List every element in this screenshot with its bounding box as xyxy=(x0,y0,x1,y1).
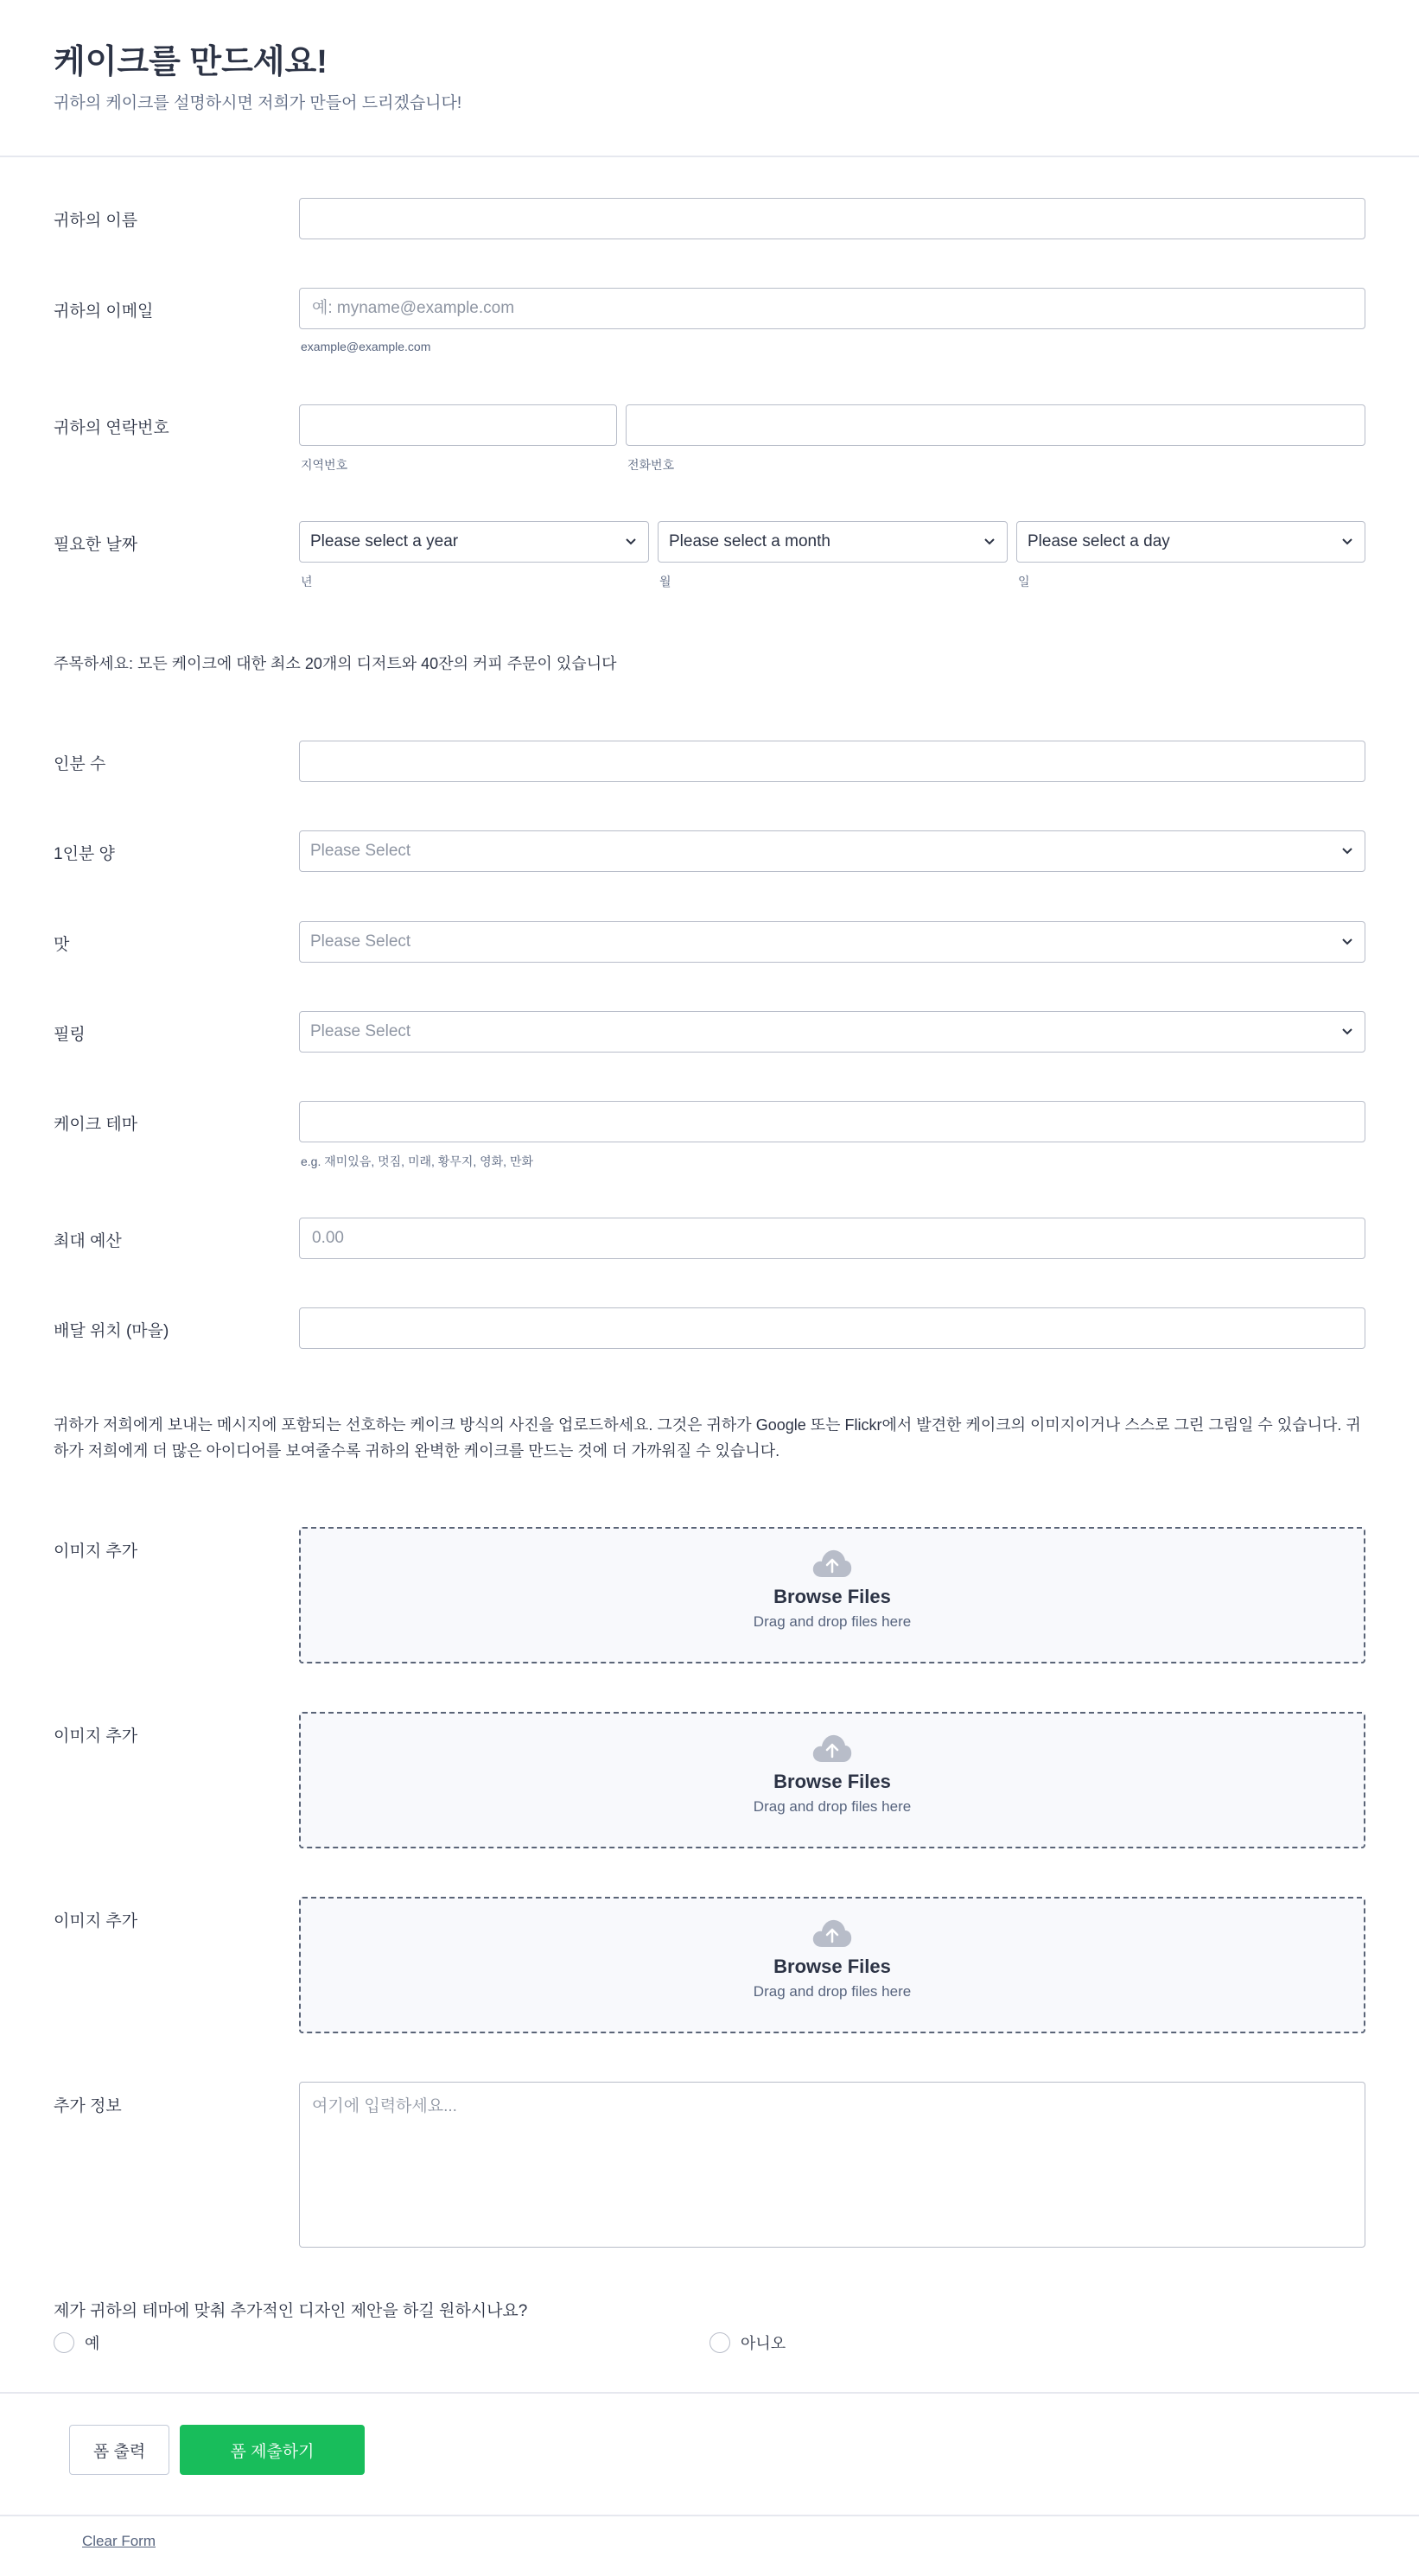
email-input[interactable]: 예: myname@example.com xyxy=(299,288,1365,329)
phone-area-sublabel: 지역번호 xyxy=(301,458,348,472)
delivery-label: 배달 위치 (마을) xyxy=(54,1322,169,1340)
design-question-label: 제가 귀하의 테마에 맞춰 추가적인 디자인 제안을 하길 원하시나요? xyxy=(54,2302,528,2320)
radio-circle[interactable] xyxy=(54,2332,74,2353)
browse-files-button[interactable]: Browse Files xyxy=(773,1956,891,1977)
flavor-label: 맛 xyxy=(54,936,70,954)
month-select-value: Please select a month xyxy=(669,532,830,550)
cloud-upload-icon xyxy=(811,1548,853,1579)
extra-info-label: 추가 정보 xyxy=(54,2097,122,2115)
portion-select[interactable] xyxy=(299,830,1365,872)
upload-instructions: 귀하가 저희에게 보내는 메시지에 포함되는 선호하는 케이크 방식의 사진을 업로드하세요. 그것은 귀하가 Google 또는 Flickr에서 발견한 케이크의 이미지이거나 스스로 그린 그림일 수 있습니다. 귀하가 저희에게 더 많은 아이디어를 보여줄수록 귀하의 완벽한 케이크를 만드는 것에 더 가까워질 수 있습니다. xyxy=(54,1416,1361,1460)
drag-drop-hint: Drag and drop files here xyxy=(753,1798,912,1815)
email-sublabel: example@example.com xyxy=(301,340,431,353)
servings-input[interactable] xyxy=(299,741,1365,782)
flavor-select-value: Please Select xyxy=(310,932,411,951)
day-select-value: Please select a day xyxy=(1028,532,1170,550)
portion-label: 1인분 양 xyxy=(54,845,115,863)
phone-label: 귀하의 연락번호 xyxy=(54,419,169,437)
upload-label-3: 이미지 추가 xyxy=(54,1912,138,1930)
name-input[interactable] xyxy=(299,198,1365,239)
phone-number-input[interactable] xyxy=(626,404,1365,446)
filling-select[interactable] xyxy=(299,1011,1365,1053)
cloud-upload-icon xyxy=(811,1918,853,1949)
minimum-order-notice: 주목하세요: 모든 케이크에 대한 최소 20개의 디저트와 40잔의 커피 주문이 있습니다 xyxy=(54,655,617,672)
month-select[interactable] xyxy=(658,521,1008,563)
browse-files-button[interactable]: Browse Files xyxy=(773,1771,891,1792)
divider xyxy=(0,2392,1419,2394)
chevron-down-icon xyxy=(624,522,638,562)
browse-files-button[interactable]: Browse Files xyxy=(773,1586,891,1607)
radio-yes-label: 예 xyxy=(85,2335,100,2352)
day-sublabel: 일 xyxy=(1018,575,1030,588)
flavor-select[interactable] xyxy=(299,921,1365,963)
cloud-upload-icon xyxy=(811,1733,853,1764)
budget-input[interactable]: 0.00 xyxy=(299,1218,1365,1259)
day-select[interactable] xyxy=(1016,521,1365,563)
delivery-input[interactable] xyxy=(299,1307,1365,1349)
chevron-down-icon xyxy=(983,522,996,562)
upload-label-1: 이미지 추가 xyxy=(54,1542,138,1561)
year-sublabel: 년 xyxy=(301,575,313,588)
chevron-down-icon xyxy=(1340,522,1354,562)
radio-circle[interactable] xyxy=(710,2332,730,2353)
page-title: 케이크를 만드세요! xyxy=(54,44,328,80)
divider xyxy=(0,2515,1419,2516)
theme-sublabel: e.g. 재미있음, 멋짐, 미래, 황무지, 영화, 만화 xyxy=(301,1154,533,1168)
clear-form-link[interactable]: Clear Form xyxy=(82,2533,156,2549)
extra-info-textarea[interactable]: 여기에 입력하세요... xyxy=(299,2082,1365,2248)
print-form-button[interactable]: 폼 출력 xyxy=(69,2425,169,2475)
upload-dropzone-1[interactable] xyxy=(299,1527,1365,1663)
radio-no[interactable] xyxy=(710,2331,786,2354)
filling-label: 필링 xyxy=(54,1026,86,1044)
portion-select-value: Please Select xyxy=(310,842,411,860)
year-select-value: Please select a year xyxy=(310,532,459,550)
email-label: 귀하의 이메일 xyxy=(54,302,154,321)
month-sublabel: 월 xyxy=(659,575,671,588)
page-subtitle: 귀하의 케이크를 설명하시면 저희가 만들어 드리겠습니다! xyxy=(54,94,462,112)
theme-input[interactable] xyxy=(299,1101,1365,1142)
drag-drop-hint: Drag and drop files here xyxy=(753,1983,912,2000)
chevron-down-icon xyxy=(1340,831,1354,871)
chevron-down-icon xyxy=(1340,922,1354,962)
phone-area-input[interactable] xyxy=(299,404,617,446)
phone-number-sublabel: 전화번호 xyxy=(627,458,675,472)
form-header xyxy=(0,0,1419,157)
chevron-down-icon xyxy=(1340,1012,1354,1052)
drag-drop-hint: Drag and drop files here xyxy=(753,1613,912,1630)
servings-label: 인분 수 xyxy=(54,755,106,773)
submit-form-button[interactable]: 폼 제출하기 xyxy=(180,2425,365,2475)
filling-select-value: Please Select xyxy=(310,1022,411,1040)
radio-no-label: 아니오 xyxy=(741,2335,786,2352)
radio-yes[interactable] xyxy=(54,2331,99,2354)
year-select[interactable] xyxy=(299,521,649,563)
name-label: 귀하의 이름 xyxy=(54,212,138,230)
budget-label: 최대 예산 xyxy=(54,1232,122,1250)
upload-dropzone-2[interactable] xyxy=(299,1712,1365,1848)
theme-label: 케이크 테마 xyxy=(54,1116,138,1134)
upload-label-2: 이미지 추가 xyxy=(54,1727,138,1746)
upload-dropzone-3[interactable] xyxy=(299,1897,1365,2033)
date-label: 필요한 날짜 xyxy=(54,536,138,554)
